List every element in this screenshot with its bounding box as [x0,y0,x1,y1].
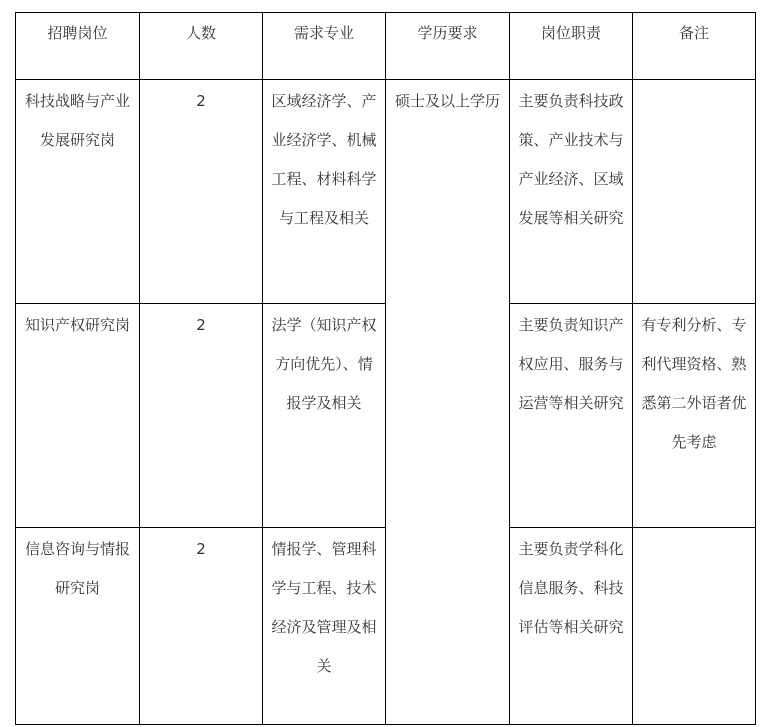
major-text: 情报学、管理科学与工程、技术经济及管理及相关 [271,540,377,675]
header-duty: 岗位职责 [510,13,633,80]
cell-note [633,80,756,304]
header-note: 备注 [633,13,756,80]
cell-note [633,304,756,528]
cell-position [16,80,140,304]
position-text: 科技战略与产业发展研究岗 [24,92,130,149]
cell-note [633,528,756,725]
cell-duty [510,304,633,528]
cell-duty [510,80,633,304]
header-major: 需求专业 [263,13,386,80]
cell-education [386,80,510,725]
cell-count [140,80,263,304]
cell-duty [510,528,633,725]
table-row [16,80,756,304]
count-text: 2 [196,316,206,334]
position-text: 信息咨询与情报研究岗 [24,540,130,597]
note-text: 有专利分析、专利代理资格、熟悉第二外语者优先考虑 [641,316,747,451]
cell-count [140,528,263,725]
header-education: 学历要求 [386,13,510,80]
education-text: 硕士及以上学历 [394,92,500,110]
duty-text: 主要负责科技政策、产业技术与产业经济、区域发展等相关研究 [518,92,624,227]
header-position: 招聘岗位 [16,13,140,80]
recruitment-table [15,12,756,725]
cell-major [263,528,386,725]
table-header-row [16,13,756,80]
cell-major [263,304,386,528]
duty-text: 主要负责知识产权应用、服务与运营等相关研究 [518,316,624,412]
cell-position [16,528,140,725]
header-count: 人数 [140,13,263,80]
position-text: 知识产权研究岗 [24,316,130,334]
cell-count [140,304,263,528]
major-text: 区域经济学、产业经济学、机械工程、材料科学与工程及相关 [271,92,377,227]
cell-major [263,80,386,304]
duty-text: 主要负责学科化信息服务、科技评估等相关研究 [518,540,624,636]
cell-position [16,304,140,528]
count-text: 2 [196,92,206,110]
major-text: 法学（知识产权方向优先）、情报学及相关 [271,316,377,412]
count-text: 2 [196,540,206,558]
